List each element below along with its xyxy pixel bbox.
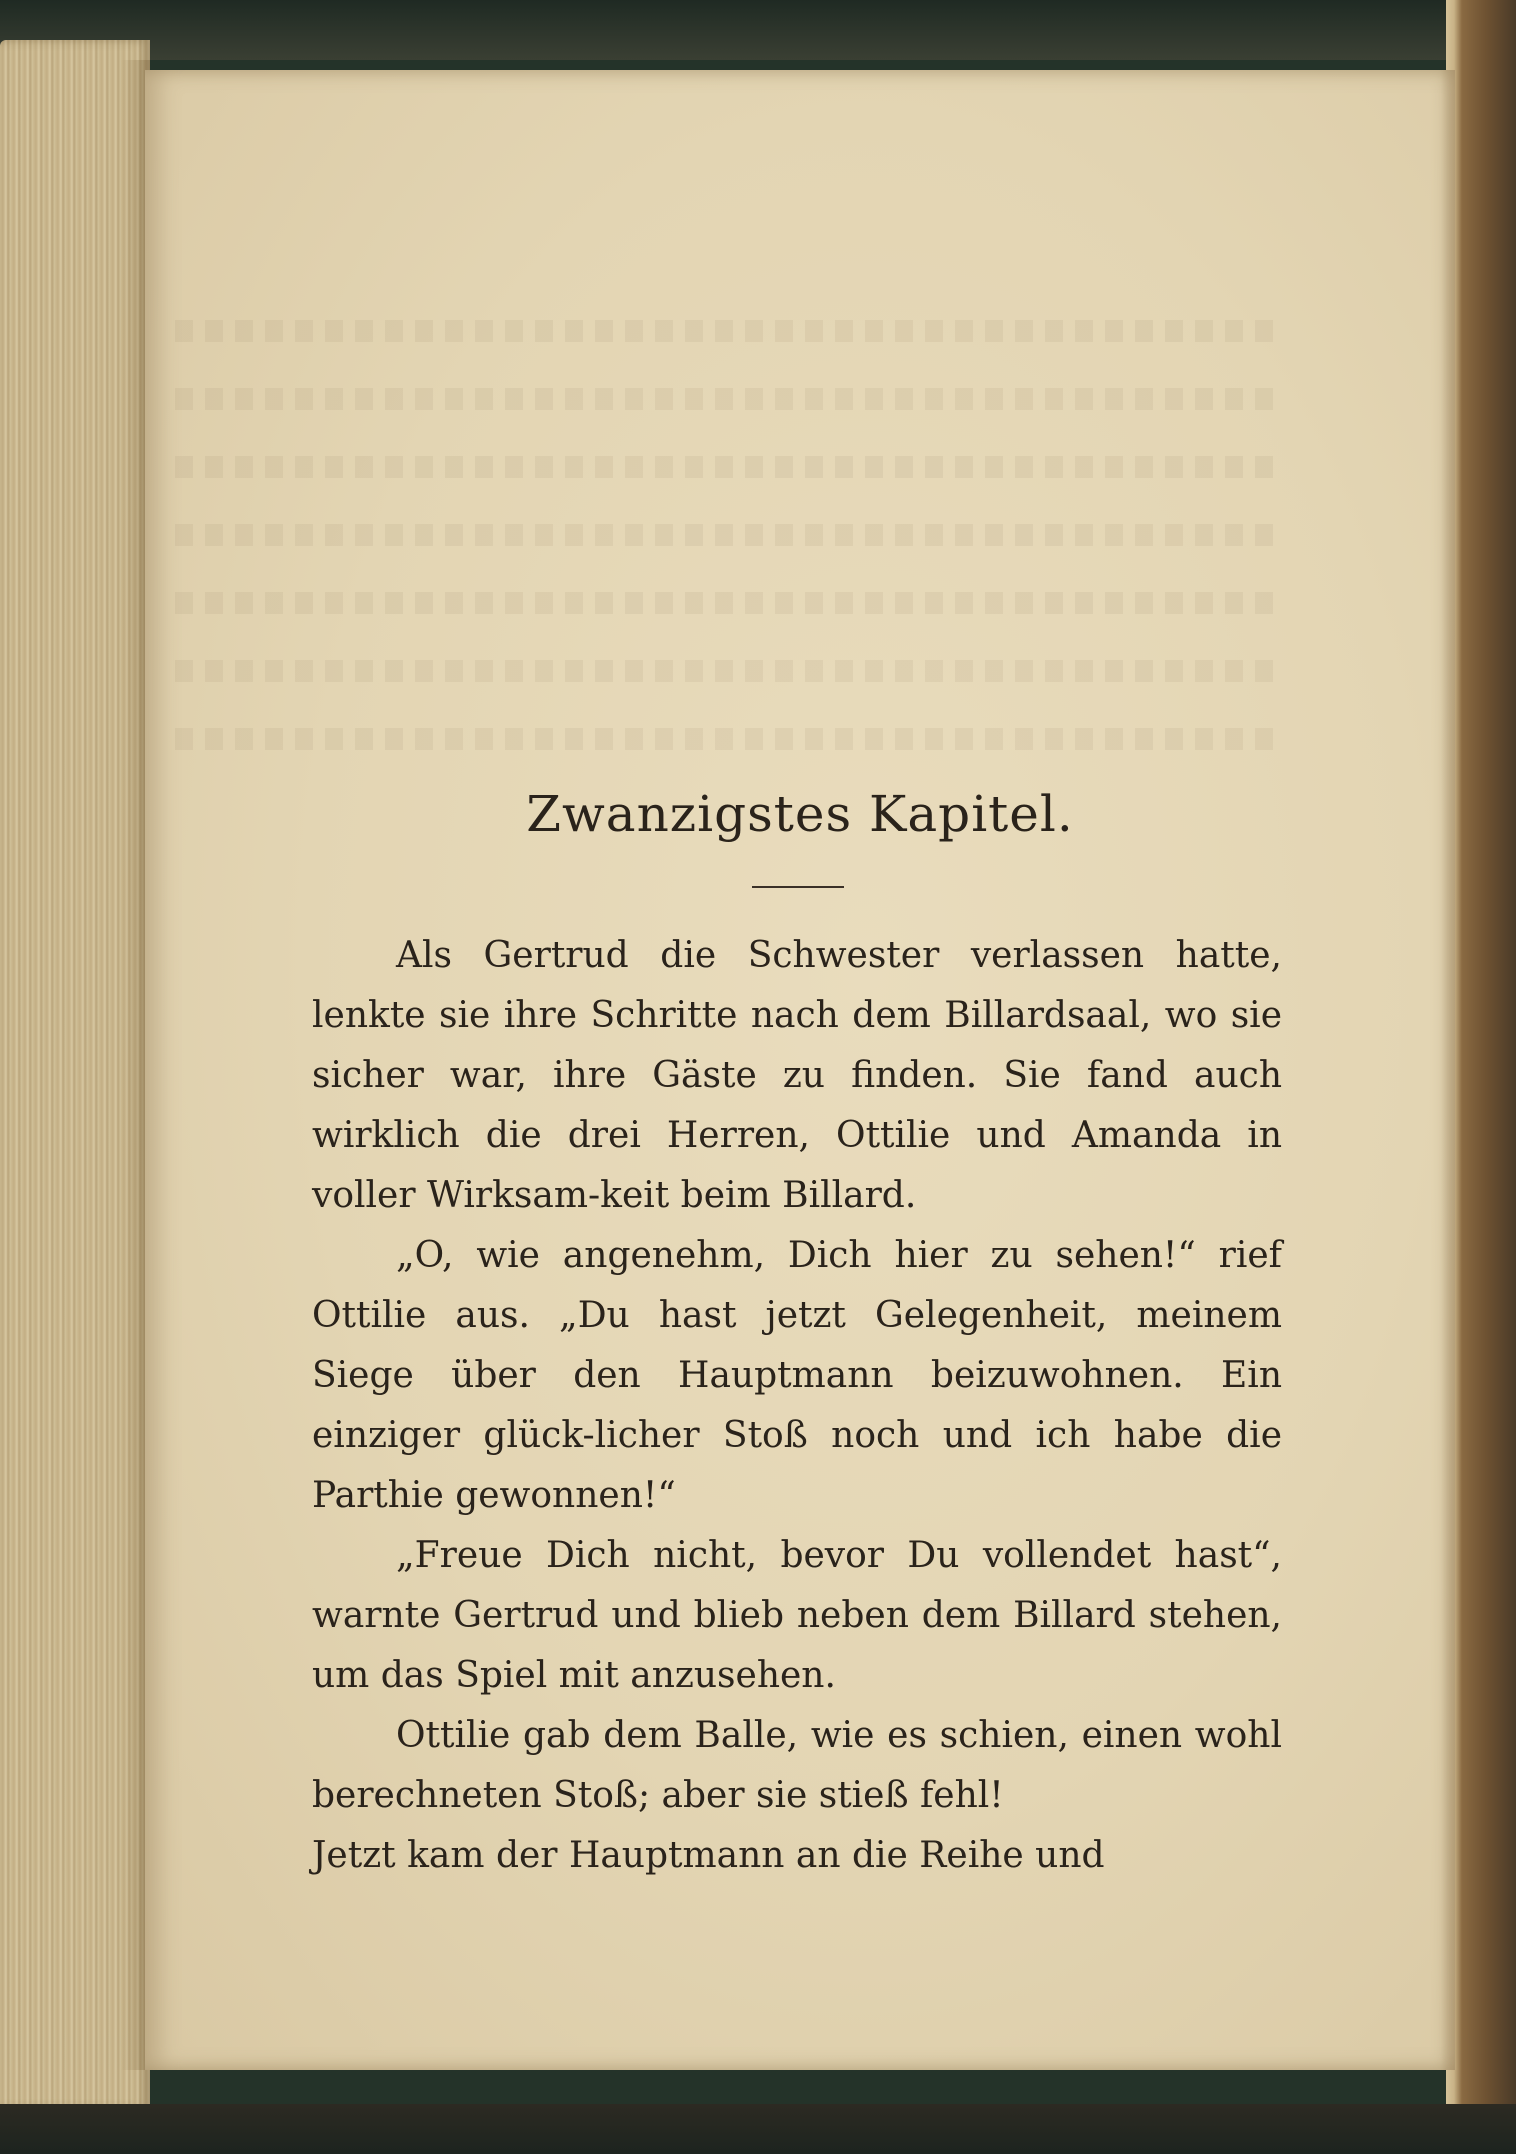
book-cover-top [0, 0, 1516, 60]
paragraph: „O, wie angenehm, Dich hier zu sehen!“ rief Ottilie aus. „Du hast jetzt Gelegenheit, meinem Siege über den Hauptmann beizuwohnen. Ein einziger glück-licher Stoß noch und ich habe die Parthie gewonnen!“ [312, 1235, 1282, 1516]
book-cover-bottom [0, 2104, 1516, 2154]
page-gutter [1441, 70, 1455, 2070]
chapter-title: Zwanzigstes Kapitel. [526, 785, 1074, 843]
paragraph: Als Gertrud die Schwester verlassen hatte, lenkte sie ihre Schritte nach dem Billardsaal, wo sie sicher war, ihre Gäste zu finden. Sie fand auch wirklich die drei Herren, Ottilie und Amanda in voller Wirksam-keit beim Billard. [312, 935, 1282, 1216]
book-cover-right [1446, 0, 1516, 2154]
paragraph: Ottilie gab dem Balle, wie es schien, einen wohl berechneten Stoß; aber sie stieß fehl! [312, 1715, 1282, 1816]
bleed-through-text [175, 320, 1275, 796]
body-text [312, 926, 1282, 1886]
title-rule [752, 886, 844, 888]
paragraph: „Freue Dich nicht, bevor Du vollendet hast“, warnte Gertrud und blieb neben dem Billard stehen, um das Spiel mit anzusehen. [312, 1535, 1282, 1696]
paragraph: Jetzt kam der Hauptmann an die Reihe und [312, 1835, 1105, 1876]
